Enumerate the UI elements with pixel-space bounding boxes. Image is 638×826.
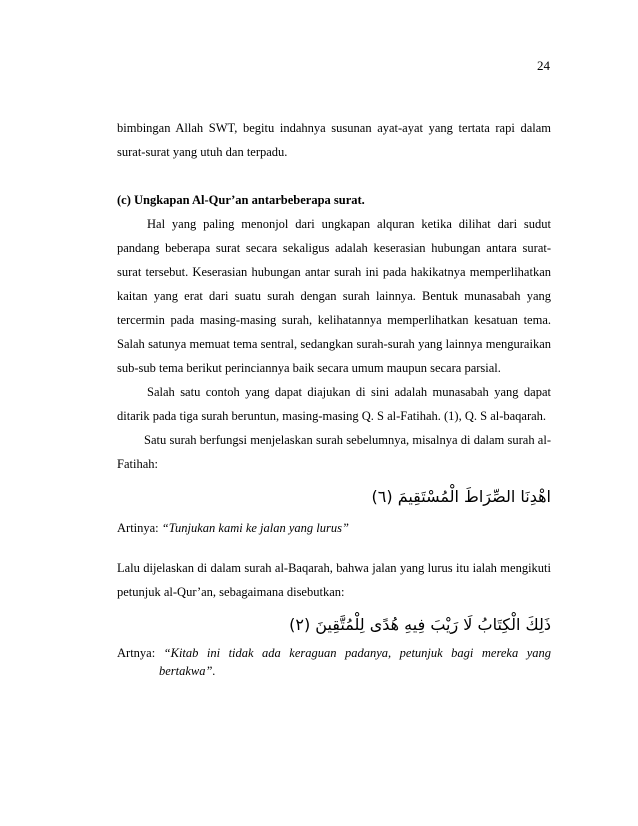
paragraph-continuation: bimbingan Allah SWT, begitu indahnya susunan ayat-ayat yang tertata rapi dalam surat-surat yang utuh dan terpadu. <box>117 121 551 159</box>
document-body <box>117 116 551 680</box>
paragraph-fatihah: Satu surah berfungsi menjelaskan surah sebelumnya, misalnya di dalam surah al-Fatihah: <box>117 433 551 471</box>
page-number: 24 <box>537 58 550 73</box>
paragraph-example: Salah satu contoh yang dapat diajukan di sini adalah munasabah yang dapat ditarik pada tiga surah beruntun, masing-masing Q. S al-Fatihah. (1), Q. S al-baqarah. <box>117 385 551 423</box>
translation-label: Artinya: <box>117 521 162 535</box>
translation-quote: “Tunjukan kami ke jalan yang lurus” <box>161 521 349 535</box>
arabic-verse-fatihah: اهْدِنَا الصِّرَاطَ الْمُسْتَقِيمَ (٦) <box>371 487 551 506</box>
section-heading: (c) Ungkapan Al-Qur’an antarbeberapa surat. <box>117 193 365 207</box>
paragraph-baqarah: Lalu dijelaskan di dalam surah al-Baqarah, bahwa jalan yang lurus itu ialah mengikuti petunjuk al-Qur’an, sebagaimana disebutkan: <box>117 561 551 599</box>
translation-label: Artnya: <box>117 646 164 660</box>
arabic-verse-baqarah: ذَلِكَ الْكِتَابُ لَا رَيْبَ فِيهِ هُدًى لِلْمُتَّقِينَ (٢) <box>289 615 551 634</box>
translation-quote: “Kitab ini tidak ada keraguan padanya, petunjuk bagi mereka yang bertakwa”. <box>159 646 551 678</box>
translation-baqarah <box>117 644 551 680</box>
translation-fatihah <box>117 516 551 540</box>
paragraph-explanation: Hal yang paling menonjol dari ungkapan alquran ketika dilihat dari sudut pandang beberapa surat secara sekaligus adalah keserasian hubungan antara surat-surat tersebut. Keserasian hubungan antar surah ini pada hakikatnya memperlihatkan kaitan yang erat dari suatu surah dengan surah lainnya. Bentuk munasabah yang tercermin pada masing-masing surah, kelihatannya memperlihatkan kesatuan tema. Salah satunya memuat tema sentral, sedangkan surah-surah yang lainnya menguraikan sub-sub tema berikut perinciannya baik secara umum maupun secara parsial. <box>117 217 551 375</box>
